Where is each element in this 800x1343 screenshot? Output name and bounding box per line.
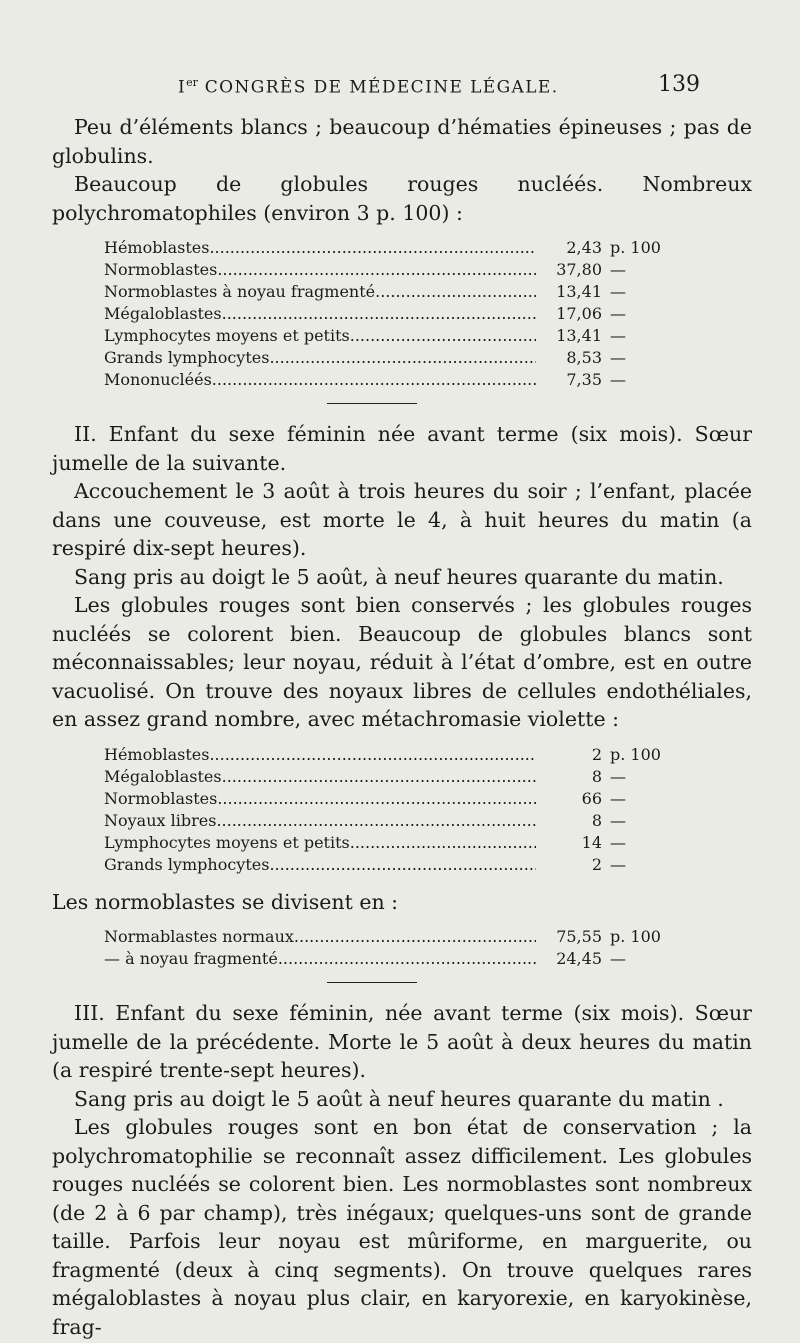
row-value: 2 [591, 744, 602, 764]
row-unit: p. 100 [610, 927, 661, 946]
row-label: Lymphocytes moyens et petits [104, 326, 350, 345]
row-label: Normablastes normaux [104, 927, 294, 946]
row-value: 24,45 [556, 949, 602, 968]
row-label: Normoblastes [104, 788, 218, 808]
row-unit: — [610, 260, 626, 279]
row-label: Mégaloblastes [104, 766, 222, 786]
title-sup: er [186, 76, 198, 89]
row-unit: — [610, 832, 626, 852]
row-unit: — [610, 348, 626, 367]
table-row [104, 303, 664, 325]
row-unit: p. 100 [610, 744, 661, 764]
row-label: Mégaloblastes [104, 304, 222, 323]
row-unit: — [610, 810, 626, 830]
paragraph: Les normoblastes se divisent en : [52, 889, 399, 914]
table-row [104, 832, 664, 854]
row-unit: — [610, 788, 626, 808]
row-value: 8 [591, 810, 602, 830]
row-unit: — [610, 766, 626, 786]
row-label: Grands lymphocytes [104, 348, 270, 367]
table-row [104, 788, 664, 810]
row-value: 14 [581, 832, 602, 852]
table-row [104, 347, 664, 369]
paragraph: Sang pris au doigt le 5 août à neuf heures quarante du matin . [74, 1086, 724, 1111]
row-value: 8 [591, 766, 602, 786]
row-label: Grands lymphocytes [104, 854, 270, 874]
row-unit: — [610, 282, 626, 301]
page-number: 139 [658, 72, 700, 97]
row-label: Hémoblastes [104, 238, 210, 257]
row-value: 75,55 [556, 927, 602, 946]
cell-count-table-2 [104, 744, 664, 876]
paragraph: III. Enfant du sexe féminin, née avant terme (six mois). Sœur jumelle de la précédente. Morte le 5 août à deux heures du matin (a respiré trente-sept heures). [52, 1001, 752, 1082]
table-row [104, 237, 664, 259]
title-text: CONGRÈS DE MÉDECINE LÉGALE. [197, 77, 559, 98]
table-row [104, 325, 664, 347]
paragraph: Les globules rouges sont en bon état de conservation ; la polychromatophilie se reconnaît assez difficilement. Les globules rouges nucléés se colorent bien. Les normoblastes sont nombreux (de 2 à 6 par champ), très inégaux; quelques-uns sont de grande taille. Parfois leur noyau est mûriforme, en marguerite, ou fragmenté (deux à cinq segments). On trouve quelques rares mégaloblastes à noyau plus clair, en karyorexie, en karyokinèse, frag- [52, 1115, 752, 1339]
paragraph: II. Enfant du sexe féminin née avant terme (six mois). Sœur jumelle de la suivante. [52, 422, 752, 475]
row-unit: — [610, 854, 626, 874]
table-row [104, 744, 664, 766]
page-body [52, 113, 752, 1341]
row-label: Noyaux libres [104, 810, 217, 830]
table-row [104, 369, 664, 391]
row-value: 66 [581, 788, 602, 808]
paragraph: Sang pris au doigt le 5 août, à neuf heures quarante du matin. [74, 564, 724, 589]
cell-count-table-1 [104, 237, 664, 391]
row-value: 37,80 [556, 260, 602, 279]
row-unit: — [610, 326, 626, 345]
paragraph: Beaucoup de globules rouges nucléés. Nombreux polychromatophiles (environ 3 p. 100) : [52, 172, 752, 225]
running-header [0, 72, 800, 104]
paragraph: Accouchement le 3 août à trois heures du soir ; l’enfant, placée dans une couveuse, est morte le 4, à huit heures du matin (a respiré dix-sept heures). [52, 479, 752, 560]
table-row [104, 854, 664, 876]
table-row [104, 259, 664, 281]
normoblast-breakdown-table [104, 926, 664, 970]
row-value: 17,06 [556, 304, 602, 323]
row-value: 2 [591, 854, 602, 874]
table-row [104, 926, 664, 948]
paragraph: Peu d’éléments blancs ; beaucoup d’hématies épineuses ; pas de globulins. [52, 115, 752, 168]
row-label: Normoblastes à noyau fragmenté [104, 282, 376, 301]
row-label: Hémoblastes [104, 744, 210, 764]
row-unit: — [610, 949, 626, 968]
row-value: 8,53 [566, 348, 602, 367]
row-value: 7,35 [566, 370, 602, 389]
paragraph: Les globules rouges sont bien conservés ; les globules rouges nucléés se colorent bien. Beaucoup de globules blancs sont méconnaissables; leur noyau, réduit à l’état d’ombre, est en outre vacuolisé. On trouve des noyaux libres de cellules endothéliales, en assez grand nombre, avec métachromasie violette : [52, 593, 752, 731]
row-label: Lymphocytes moyens et petits [104, 832, 350, 852]
running-title [178, 76, 559, 98]
section-divider [327, 982, 417, 983]
row-unit: — [610, 304, 626, 323]
row-value: 13,41 [556, 282, 602, 301]
row-label: — à noyau fragmenté [104, 949, 278, 968]
row-unit: — [610, 370, 626, 389]
table-row [104, 281, 664, 303]
title-prefix: I [178, 77, 187, 98]
section-divider [327, 403, 417, 404]
row-label: Mononucléés [104, 370, 212, 389]
table-row [104, 766, 664, 788]
row-value: 2,43 [566, 238, 602, 257]
row-label: Normoblastes [104, 260, 218, 279]
row-unit: p. 100 [610, 238, 661, 257]
row-value: 13,41 [556, 326, 602, 345]
table-row [104, 810, 664, 832]
table-row [104, 948, 664, 970]
